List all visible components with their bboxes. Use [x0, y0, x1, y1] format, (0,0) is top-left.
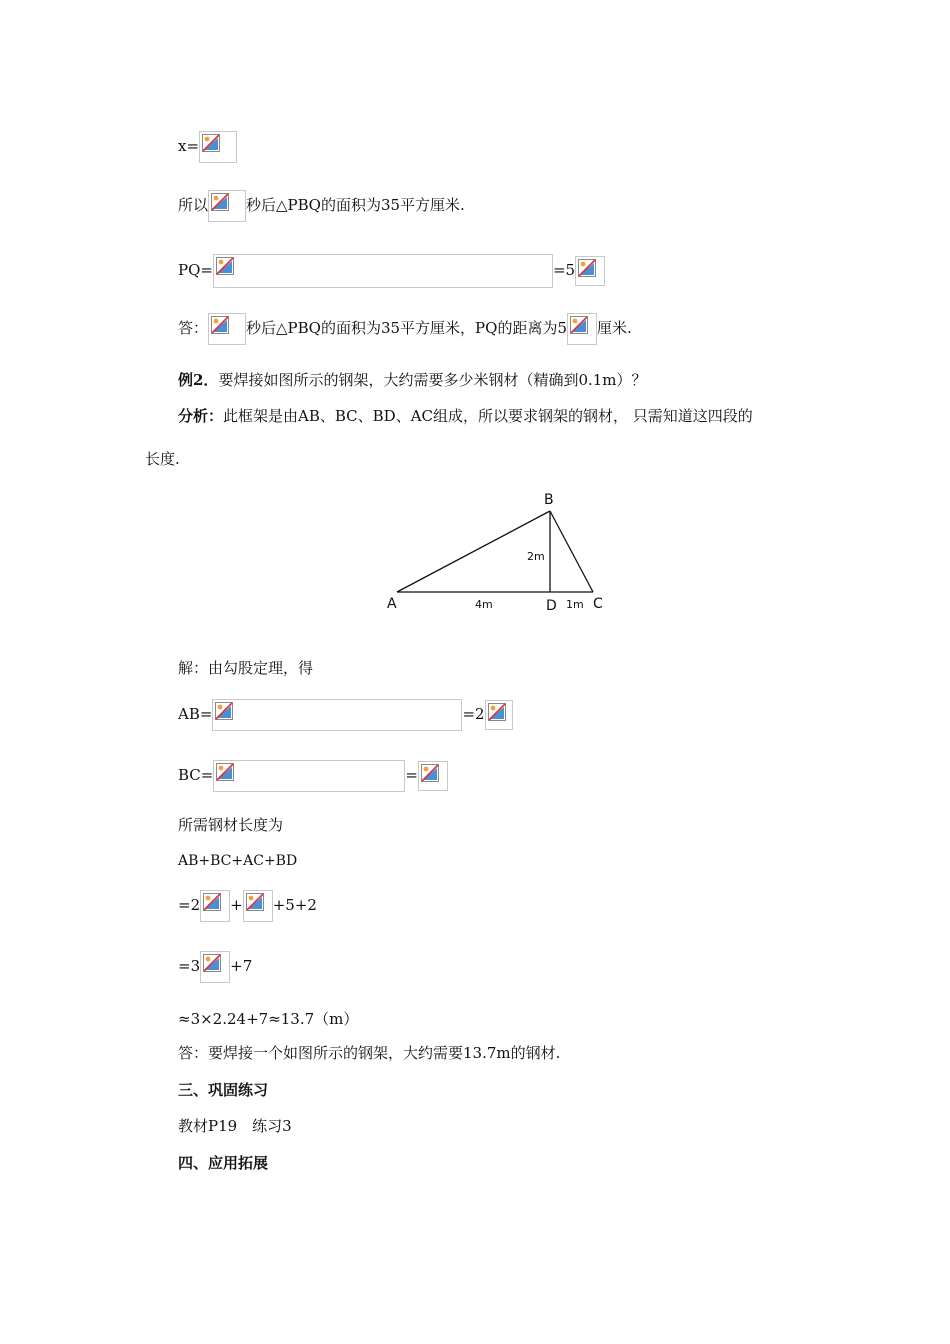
- broken-image-icon: [211, 316, 229, 334]
- broken-image-icon: [211, 193, 229, 211]
- triangle-diagram: [380, 485, 620, 620]
- formula-image: [213, 254, 553, 288]
- formula-ab: AB= =2: [178, 699, 513, 731]
- answer-1: 答： 秒后△PBQ的面积为35平方厘米，PQ的距离为5 厘米.: [178, 313, 632, 345]
- formula-image: [575, 256, 605, 286]
- textbook-reference: 教材P19 练习3: [178, 1117, 292, 1135]
- point-d-label: D: [546, 598, 557, 614]
- broken-image-icon: [578, 259, 596, 277]
- required-length-text: 所需钢材长度为: [178, 816, 284, 834]
- formula-image: [243, 890, 273, 922]
- formula-image: [418, 761, 448, 791]
- formula-image: [208, 313, 246, 345]
- formula-image: [208, 190, 246, 222]
- conclusion-line: 所以 秒后△PBQ的面积为35平方厘米.: [178, 190, 465, 222]
- point-a-label: A: [387, 596, 397, 612]
- answer-2: 答：要焊接一个如图所示的钢架，大约需要13.7m的钢材.: [178, 1044, 561, 1062]
- formula-image: [213, 760, 405, 792]
- formula-image: [567, 313, 597, 345]
- broken-image-icon: [203, 893, 221, 911]
- broken-image-icon: [216, 257, 234, 275]
- broken-image-icon: [215, 702, 233, 720]
- point-b-label: B: [544, 492, 554, 508]
- solution-intro: 解：由勾股定理，得: [178, 659, 314, 677]
- broken-image-icon: [421, 764, 439, 782]
- edge-bc: [550, 511, 593, 592]
- point-c-label: C: [593, 596, 603, 612]
- broken-image-icon: [488, 703, 506, 721]
- formula-image: [200, 890, 230, 922]
- broken-image-icon: [203, 954, 221, 972]
- section-3-heading: 三、巩固练习: [178, 1081, 269, 1099]
- sum-expression: AB+BC+AC+BD: [178, 853, 298, 869]
- formula-pq: PQ= =5: [178, 254, 605, 288]
- formula-x: x=: [178, 131, 237, 163]
- analysis-continuation: 长度.: [145, 450, 180, 468]
- broken-image-icon: [202, 134, 220, 152]
- broken-image-icon: [246, 893, 264, 911]
- approximation: ≈3×2.24+7≈13.7（m）: [178, 1010, 359, 1028]
- broken-image-icon: [216, 763, 234, 781]
- formula-bc: BC= =: [178, 760, 448, 792]
- broken-image-icon: [570, 316, 588, 334]
- analysis: 分析：此框架是由AB、BC、BD、AC组成，所以要求钢架的钢材， 只需知道这四段的: [178, 407, 753, 425]
- length-ad-label: 4m: [475, 598, 493, 611]
- formula-image: [485, 700, 513, 730]
- formula-image: [199, 131, 237, 163]
- length-bd-label: 2m: [527, 550, 545, 563]
- triangle-edges: [397, 511, 593, 592]
- formula-image: [200, 951, 230, 983]
- length-dc-label: 1m: [566, 598, 584, 611]
- formula-image: [212, 699, 462, 731]
- sum-step-1: =2 + +5+2: [178, 890, 317, 922]
- sum-step-2: =3 +7: [178, 951, 252, 983]
- section-4-heading: 四、应用拓展: [178, 1154, 269, 1172]
- example-2: 例2．要焊接如图所示的钢架，大约需要多少米钢材（精确到0.1m）？: [178, 371, 647, 389]
